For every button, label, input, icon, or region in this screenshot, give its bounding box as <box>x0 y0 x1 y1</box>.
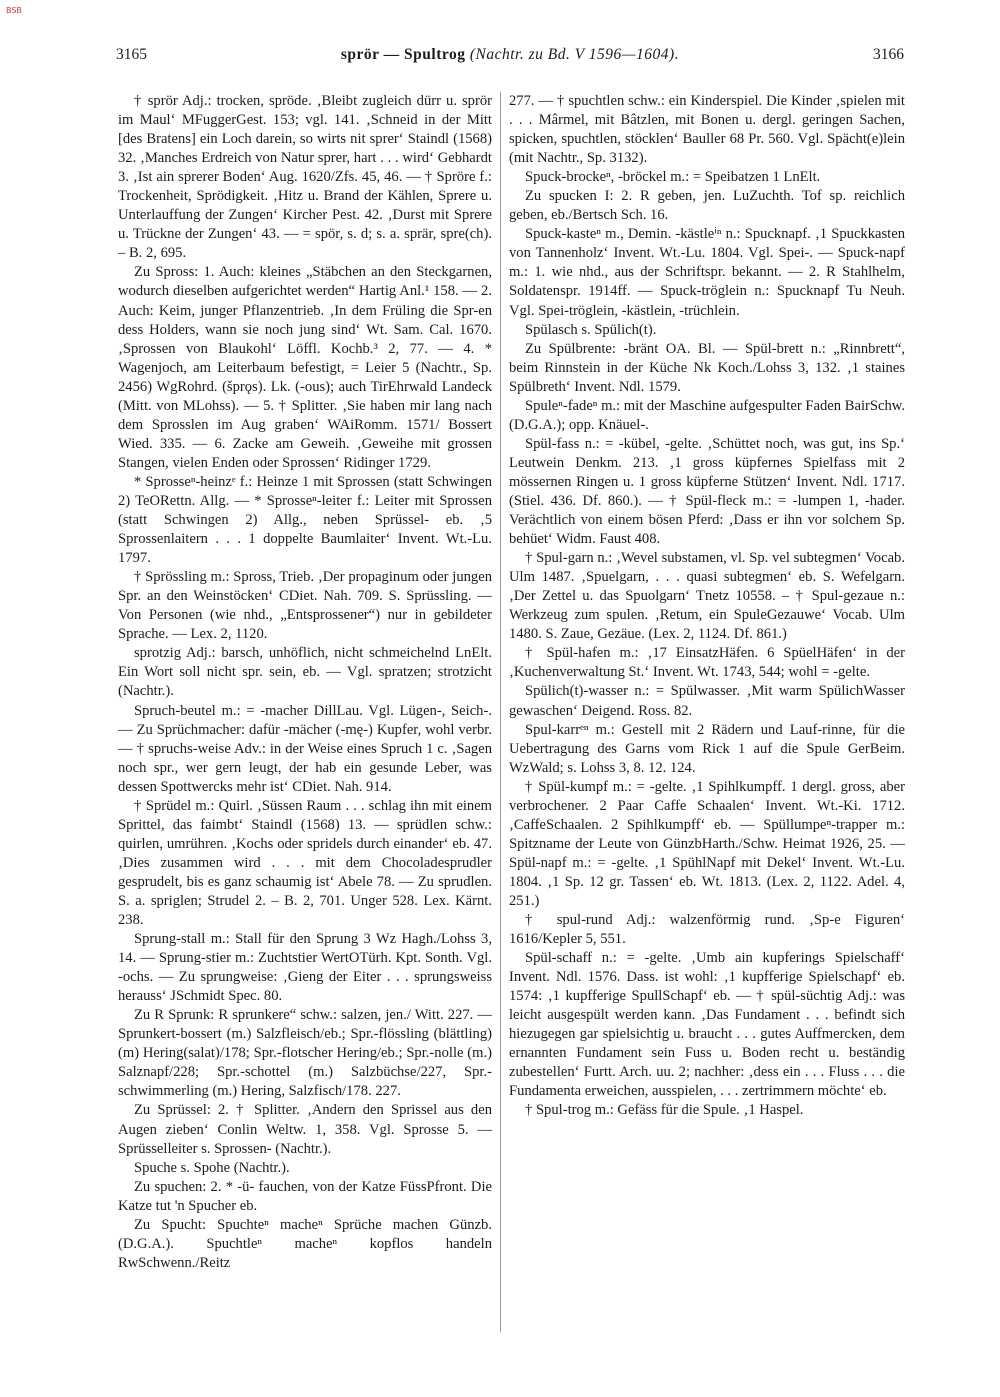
running-title <box>116 46 904 64</box>
running-title-headwords: sprör — Spultrog <box>340 46 466 63</box>
entry-spruedel: † Sprüdel m.: Quirl. ‚Süssen Raum . . . schlag ihn mit einem Sprittel, das faimbt‘ Staindl (1568) 13. — sprüdlen schw.: quirlen, umrühren. ‚Kochs oder spridels durch einander‘ eb. 47. ‚Dies zusammen wird . . . mit dem Chocoladesprudler gesprudelt, bis es ganz schaumig ist‘ Abele 78. — Zu sprudlen. S. a. spriglen; Strudel 2. – B. 2, 701. Unger 528. Lex. Kärnt. 238. <box>118 797 492 929</box>
right-page-number: 3166 <box>873 46 904 63</box>
entry-spuchtlen: 277. — † spuchtlen schw.: ein Kinderspiel. Die Kinder ‚spielen mit . . . Mârmel, mit Bâtzlen, mit Bonen u. dergl. geringen Sachen, spicken, spuchtlen, stöcklen‘ Bauller 68 Pr. 560. Vgl. Spächt(e)lein (mit Nachtr., Sp. 3132). <box>509 93 905 167</box>
entry-spuelasch: Spülasch s. Spülich(t). <box>525 321 657 338</box>
entry-spucht: Zu Spucht: Spuchteⁿ macheⁿ Sprüche machen Günzb. (D.G.A.). Spuchtleⁿ macheⁿ kopflos handeln RwSchwenn./Reitz <box>118 1216 492 1271</box>
entry-sproer: † sprör Adj.: trocken, spröde. ‚Bleibt zugleich dürr u. sprör im Maul‘ MFuggerGest. 153; vgl. 141. ‚Schneid in der Mitt [des Bratens] ein Loch darein, so wirts nit sprer‘ Staindl (1568) 32. ‚Manches Erdreich von Natur sprer, hart . . . wird‘ Gebhardt 3. ‚Ist ain sprerer Boden‘ Aug. 1620/Zfs. 45, 46. — † Spröre f.: Trockenheit, Sprödigkeit. ‚Hitz u. Brand der Kählen, Sprere u. Unterlauffung der Zungen‘ Kircher Pest. 42. ‚Durst mit Sprere u. Trückne der Zungen‘ 43. — = spör, s. d; s. a. sprär, spre(ch). – B. 2, 695. <box>118 93 492 262</box>
entry-spruessel: Zu Sprüssel: 2. † Splitter. ‚Andern den Sprissel aus den Augen zieben‘ Conlin Weltw. 1, 358. Vgl. Sprosse 5. — Sprüsselleiter s. Sprossen- (Nachtr.). <box>118 1102 492 1157</box>
left-page-number: 3165 <box>116 46 147 63</box>
entry-spul-trog: † Spul-trog m.: Gefäss für die Spule. ‚1 Haspel. <box>525 1102 804 1119</box>
entry-sprossen-heinze: * Sprosseⁿ-heinzᵉ f.: Heinze 1 mit Sprossen (statt Schwingen 2) TeORettn. Allg. — * Sprosseⁿ-leiter f.: Leiter mit Sprossen (statt Schwingen 2) Allg., neben Sprüssel- eb. ‚5 Sprossenlaitern . . . 1 doppelte Baumlaiter‘ Invent. Wt.-Lu. 1797. <box>118 473 492 567</box>
entry-spuel-schaff: Spül-schaff n.: = -gelte. ‚Umb ain kupferings Spielschaff‘ Invent. Ndl. 1576. Dass. ist wohl: ‚1 kupfferige Spielschapf‘ eb. 1574: ‚1 kupfferige SpullSchapf‘ eb. — † spül-süchtig Adj.: was leicht ausgespült werden kann. ‚Das Fundament . . . befindt sich hiezugegen gar spielsichtig u. braucht . . . gutes Auffmercken, dem ernannten Fundament sein Fuss u. Boden recht u. beständig zubestellen‘ Furtt. Arch. uu. 2; nachher: ‚dess ein . . . Fluss . . . die Fundamenta erweichen, ausspielen, . . . zertrimmern möchte‘ eb. <box>509 950 905 1100</box>
entry-spuelicht-wasser: Spülich(t)-wasser n.: = Spülwasser. ‚Mit warm SpülichWasser gewaschen‘ Deigend. Ross. 82. <box>509 683 905 719</box>
entry-spuche: Spuche s. Spohe (Nachtr.). <box>134 1159 290 1176</box>
entry-spul-karren: Spul-karrᵉⁿ m.: Gestell mit 2 Rädern und Lauf-rinne, für die Uebertragung des Garns vom Rick 1 auf die Spule GerBeim. WzWald; s. Lohss 3, 8. 12. 124. <box>509 721 905 776</box>
entry-spuel-kumpf: † Spül-kumpf m.: = -gelte. ‚1 Spihlkumpff. 1 dergl. gross, aber verbrochener. 2 Paar Caffe Schaalen‘ Invent. Wt.-Ki. 1712. ‚CaffeSchaalen. 2 Spihlkumpff‘ eb. — Spüllumpeⁿ-trapper m.: Spitzname der Leute von GünzbHarth./Schw. Heimat 1926, 25. — Spül-napf m.: = -gelte. ‚1 SpühlNapf mit Dekel‘ Invent. Wt.-Lu. 1804. ‚1 Sp. 12 gr. Tassen‘ eb. Wt. 1813. (Lex. 2, 1122. Adel. 4, 251.) <box>509 778 905 909</box>
entry-spuel-fass: Spül-fass n.: = -kübel, -gelte. ‚Schüttet noch, was gut, ins Sp.‘ Leutwein Denkm. 213. ‚1 gross küpfernes Spielfass mit 2 mössernen Ringen u. 1 gross küpferne Stützen‘ Invent. Ndl. 1717. (Stiel. 436. Df. 860.). — † Spül-fleck m.: = -lumpen 1, -hader. Verächtlich von einem bösen Pferd: ‚Dass er ihn vor solchem Sp. behüet‘ Widm. Faust 408. <box>509 435 905 548</box>
entry-spuelbrente: Zu Spülbrente: -bränt OA. Bl. — Spül-brett n.: „Rinnbrett“, beim Rinnstein in der Küche Nk Koch./Lohss 3, 132. ‚1 staines Spülbreth‘ Invent. Ndl. 1579. <box>509 340 905 395</box>
column-divider <box>500 92 501 1332</box>
entry-spucken: Zu spucken I: 2. R geben, jen. LuZuchth. Tof sp. reichlich geben, eb./Bertsch Sch. 16. <box>509 188 905 224</box>
library-stamp: BSB <box>6 6 22 15</box>
entry-spul-garn: † Spul-garn n.: ‚Wevel substamen, vl. Sp. vel subtegmen‘ Vocab. Ulm 1487. ‚Spuelgarn, . . . quasi subtegmen‘ eb. S. Wefelgarn. ‚Der Zettel u. das Spuolgarn‘ Tnetz 10558. – † Spul-gezaue n.: Werkzeug zum spulen. ‚Retum, ein SpuleGezauwe‘ Vocab. Ulm 1480. S. Zaue, Gezäue. (Lex. 2, 1124. Df. 861.) <box>509 550 905 643</box>
left-column <box>118 92 492 1273</box>
entry-spruch-beutel: Spruch-beutel m.: = -macher DillLau. Vgl. Lügen-, Seich-. — Zu Sprüchmacher: dafür -mächer (-mę-) Kupfer, wohl verbr. — † spruchs-weise Adv.: in der Weise eines Spruch 1 c. ‚Sagen noch spr., wer gern leugt, der hab ein gesunde Leber, was dessen Spottwercks mehr ist‘ CDiet. Nah. 914. <box>118 702 492 795</box>
running-title-section: (Nachtr. zu Bd. V 1596—1604). <box>469 46 680 63</box>
entry-sprung-stall: Sprung-stall m.: Stall für den Sprung 3 Wz Hagh./Lohss 3, 14. — Sprung-stier m.: Zuchtstier WertOTürh. Kpt. Sonth. Vgl. -ochs. — Zu sprungweise: ‚Gieng der Eiter . . . sprungsweiss herauss‘ JSchmidt Spec. 80. <box>118 931 492 1005</box>
entry-spuck-brocken: Spuck-brockeⁿ, -bröckel m.: = Speibatzen 1 LnElt. <box>525 169 821 186</box>
entry-spross: Zu Spross: 1. Auch: kleines „Stäbchen an den Steckgarnen, wodurch dieselben aufgerichtet werden“ Hartig Anl.¹ 158. — 2. Auch: Keim, junger Pflanzentrieb. ‚In dem Früling die Spr-en dess Holders, wann sie noch jung sind‘ Wt. Sam. Cal. 1670. ‚Sprossen von Blaukohl‘ Löffl. Kochb.³ 2, 77. — 4. * Wagenjoch, am Leiterbaum befestigt, = Leier 5 (Nachtr., Sp. 2456) WgRohrd. (šprǫs). Lk. (-ous); auch TirEhrwald Landeck (Mitt. von MLohss). — 5. † Splitter. ‚Sie haben mir lang nach dem Sprosslen im Aug graben‘ WAiRomm. 1571/ Bossert Wied. 335. — 6. Zacke am Geweih. ‚Geweihe mit grossen Stangen, vielen Enden oder Sprossen‘ Ridinger 1729. <box>118 264 492 471</box>
entry-spuchen: Zu spuchen: 2. * -ü- fauchen, von der Katze FüssPfront. Die Katze tut 'n Spucher eb. <box>118 1178 492 1214</box>
entry-sproessling: † Sprössling m.: Spross, Trieb. ‚Der propaginum oder jungen Spr. an den Weinstöcken‘ CDiet. Nah. 709. S. Sprüssling. — Von Personen (wie nhd., „Entsprossener“) nur in gebildeter Sprache. — Lex. 2, 1120. <box>118 569 492 643</box>
entry-sprunk: Zu R Sprunk: R sprunkere“ schw.: salzen, jen./ Witt. 227. — Sprunkert-bossert (m.) Salzfleisch/eb.; Spr.-flössling (blättling) (m) Hering(salat)/178; Spr.-flotscher Hering/eb.; Spr.-nolle (m.) Salznapf/228; Spr.-schottel (m.) Salzbüchse/227, Spr.-schwimmerling (m.) Hering, Salzfisch/178. 227. <box>118 1007 492 1100</box>
entry-spuck-kasten: Spuck-kasteⁿ m., Demin. -kästleⁱⁿ n.: Spucknapf. ‚1 Spuckkasten von Tannenholz‘ Invent. Wt.-Lu. 1804. Vgl. Spei-. — Spuck-napf m.: 1. wie nhd., aus der Schriftspr. bekannt. — 2. R Stahlhelm, Soldatenspr. 1914ff. — Spuck-tröglein n.: Spucknapf Tu Neuh. Vgl. Spei-tröglein, -kästlein, -trüchlein. <box>509 226 905 319</box>
right-column <box>509 92 905 1121</box>
entry-spulen-faden: Spuleⁿ-fadeⁿ m.: mit der Maschine aufgespulter Faden BairSchw. (D.G.A.); opp. Knäuel-. <box>509 397 905 433</box>
entry-spuel-hafen: † Spül-hafen m.: ‚17 EinsatzHäfen. 6 SpüelHäfen‘ in der ‚Kuchenverwaltung St.‘ Invent. Wt. 1743, 544; wohl = -gelte. <box>509 645 905 681</box>
page-header <box>116 46 904 70</box>
entry-spul-rund: † spul-rund Adj.: walzenförmig rund. ‚Sp-e Figuren‘ 1616/Kepler 5, 551. <box>509 912 905 948</box>
entry-sprotzig: sprotzig Adj.: barsch, unhöflich, nicht schmeichelnd LnElt. Ein Wort soll nicht spr. sein, eb. — Vgl. spratzen; strotzicht (Nachtr.). <box>118 645 492 700</box>
